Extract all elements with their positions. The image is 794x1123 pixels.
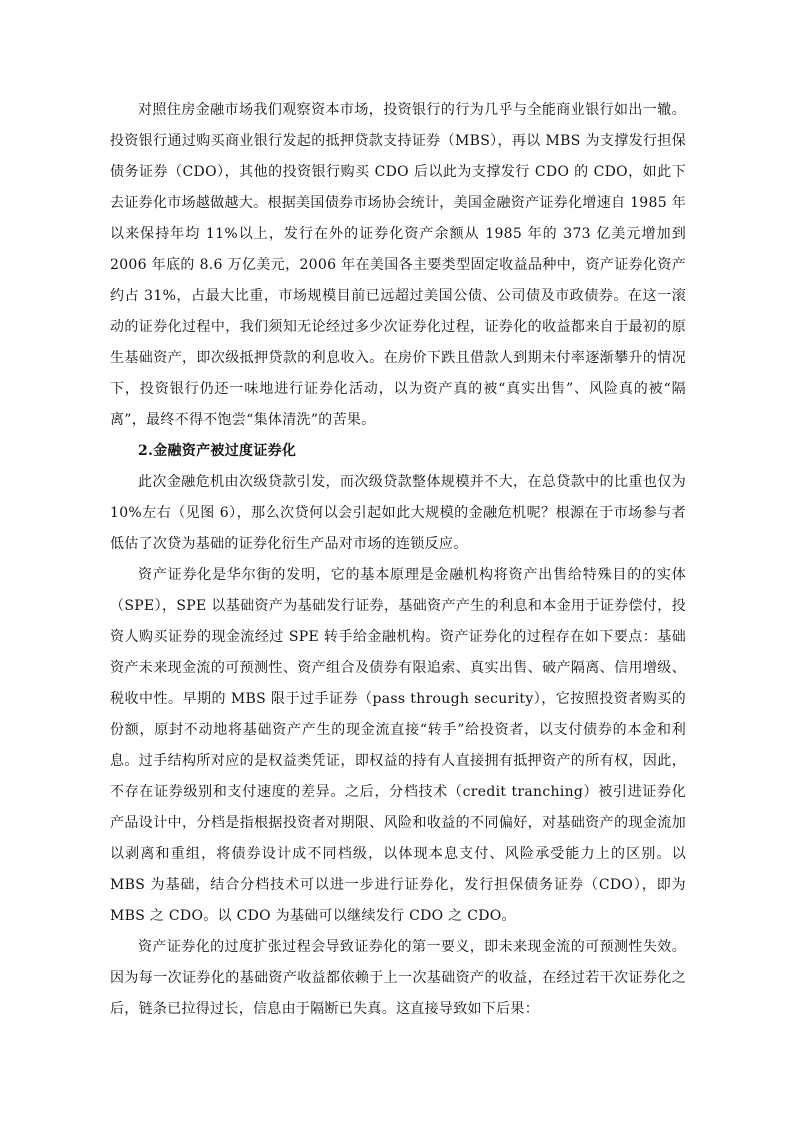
paragraph-subprime-scale: 此次金融危机由次级贷款引发，而次级贷款整体规模并不大，在总贷款中的比重也仅为 10%左右（见图 6），那么次贷何以会引起如此大规模的金融危机呢？根源在于市场参与者低估了次贷为基础的证券化衍生产品对市场的连锁反应。 — [110, 474, 686, 552]
paragraph-investment-banks: 对照住房金融市场我们观察资本市场，投资银行的行为几乎与全能商业银行如出一辙。投资银行通过购买商业银行发起的抵押贷款支持证券（MBS），再以 MBS 为支撑发行担保债务证券（CDO），其他的投资银行购买 CDO 后以此为支撑发行 CDO 的 CDO，如此下去证券化市场越做越大。根据美国债券市场协会统计，美国金融资产证券化增速自 1985 年以来保持年均 11%以上，发行在外的证券化资产余额从 1985 年的 373 亿美元增加到 2006 年底的 8.6 万亿美元，2006 年在美国各主要类型固定收益品种中，资产证券化资产约占 31%，占最大比重，市场规模目前已远超过美国公债、公司债及市政债券。在这一滚动的证券化过程中，我们须知无论经过多少次证券化过程，证券化的收益都来自于最初的原生基础资产，即次级抵押贷款的利息收入。在房价下跌且借款人到期未付率逐渐攀升的情况下，投资银行仍还一味地进行证券化活动，以为资产真的被“真实出售”、风险真的被“隔离”，最终不得不饱尝“集体清洗”的苦果。 — [110, 102, 686, 428]
paragraph-over-expansion: 资产证券化的过度扩张过程会导致证券化的第一要义，即未来现金流的可预测性失效。因为每一次证券化的基础资产收益都依赖于上一次基础资产的收益，在经过若干次证券化之后，链条已拉得过长，信息由于隔断已失真。这直接导致如下后果： — [110, 939, 686, 1017]
section-heading: 2.金融资产被过度证券化 — [138, 443, 297, 459]
document-page — [110, 95, 686, 1025]
paragraph-securitization-principle: 资产证券化是华尔街的发明，它的基本原理是金融机构将资产出售给特殊目的的实体（SPE），SPE 以基础资产为基础发行证券，基础资产产生的利息和本金用于证券偿付，投资人购买证券的现金流经过 SPE 转手给金融机构。资产证券化的过程存在如下要点：基础资产未来现金流的可预测性、资产组合及债券有限追索、真实出售、破产隔离、信用增级、税收中性。早期的 MBS 限于过手证券（pass through security），它按照投资者购买的份额，原封不动地将基础资产产生的现金流直接“转手”给投资者，以支付债券的本金和利息。过手结构所对应的是权益类凭证，即权益的持有人直接拥有抵押资产的所有权，因此，不存在证券级别和支付速度的差异。之后，分档技术（credit tranching）被引进证券化产品设计中，分档是指根据投资者对期限、风险和收益的不同偏好，对基础资产的现金流加以剥离和重组，将债券设计成不同档级，以体现本息支付、风险承受能力上的区别。以 MBS 为基础，结合分档技术可以进一步进行证券化，发行担保债务证券（CDO），即为 MBS 之 CDO。以 CDO 为基础可以继续发行 CDO 之 CDO。 — [110, 567, 686, 924]
